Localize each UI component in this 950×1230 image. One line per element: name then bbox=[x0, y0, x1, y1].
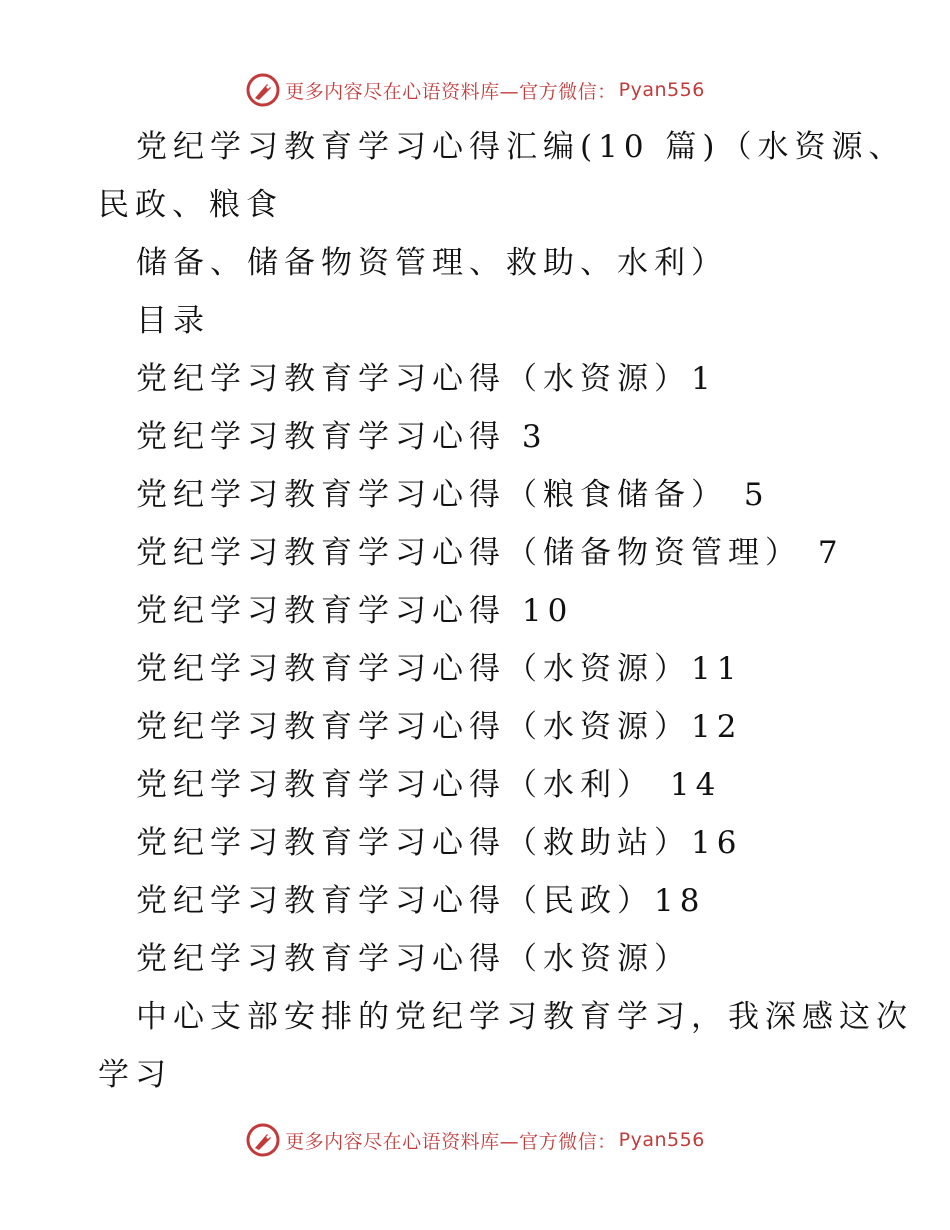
pen-nib-logo-icon bbox=[245, 1122, 281, 1158]
banner-wechat-id: Pyan556 bbox=[618, 1129, 705, 1151]
toc-item: 党纪学习教育学习心得（水资源）12 bbox=[136, 709, 743, 745]
banner-text: 更多内容尽在心语资料库—官方微信： bbox=[285, 1130, 617, 1153]
toc-item: 党纪学习教育学习心得 3 bbox=[136, 419, 548, 455]
toc-item: 党纪学习教育学习心得（粮食储备） 5 bbox=[136, 477, 770, 513]
toc-item: 党纪学习教育学习心得（储备物资管理） 7 bbox=[136, 535, 844, 571]
toc-item: 党纪学习教育学习心得（救助站）16 bbox=[136, 825, 743, 861]
toc-item: 党纪学习教育学习心得（民政）18 bbox=[136, 883, 706, 919]
section-heading: 党纪学习教育学习心得（水资源） bbox=[136, 941, 691, 977]
pen-nib-logo-icon bbox=[245, 72, 281, 108]
body-paragraph-line-2: 学习 bbox=[98, 1057, 172, 1093]
toc-item: 党纪学习教育学习心得（水资源）1 bbox=[136, 361, 717, 397]
banner-text: 更多内容尽在心语资料库—官方微信： bbox=[285, 80, 617, 103]
toc-item: 党纪学习教育学习心得（水利） 14 bbox=[136, 767, 722, 803]
document-body bbox=[98, 118, 913, 1104]
banner-wechat-id: Pyan556 bbox=[618, 79, 705, 101]
document-title-line-3: 储备、储备物资管理、救助、水利） bbox=[136, 245, 728, 281]
footer-banner bbox=[0, 1118, 950, 1162]
toc-item: 党纪学习教育学习心得 10 bbox=[136, 593, 574, 629]
document-title-line-2: 民政、粮食 bbox=[98, 187, 283, 223]
toc-item: 党纪学习教育学习心得（水资源）11 bbox=[136, 651, 743, 687]
body-paragraph-line-1: 中心支部安排的党纪学习教育学习，我深感这次 bbox=[136, 999, 913, 1035]
document-title-line-1: 党纪学习教育学习心得汇编(10 篇)（水资源、 bbox=[136, 129, 906, 165]
toc-heading: 目录 bbox=[136, 303, 210, 339]
header-banner bbox=[0, 68, 950, 112]
